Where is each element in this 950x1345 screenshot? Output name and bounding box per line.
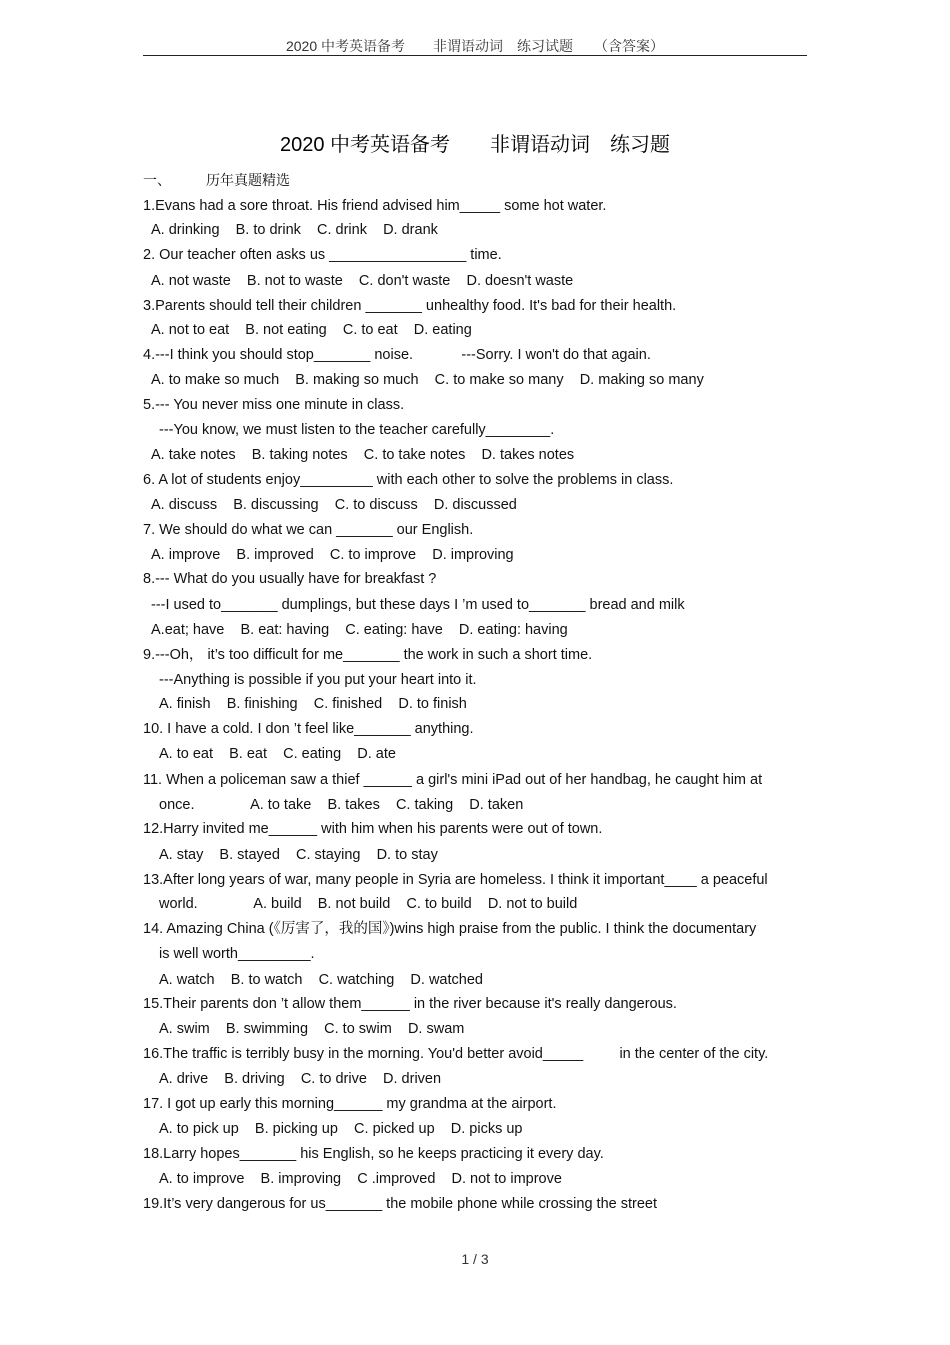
question-7: 7. We should do what we can _______ our English. <box>143 522 474 538</box>
question-2: 2. Our teacher often asks us _________________ time. <box>143 247 502 263</box>
question-1: 1.Evans had a sore throat. His friend advised him_____ some hot water. <box>143 198 607 214</box>
question-9-reply: ---Anything is possible if you put your heart into it. <box>159 672 477 688</box>
header-rule <box>143 55 807 56</box>
question-18: 18.Larry hopes_______ his English, so he keeps practicing it every day. <box>143 1146 604 1162</box>
question-10: 10. I have a cold. I don ’t feel like_______ anything. <box>143 721 474 737</box>
question-10-options: A. to eat B. eat C. eating D. ate <box>159 746 396 762</box>
question-18-options: A. to improve B. improving C .improved D. not to improve <box>159 1171 562 1187</box>
question-5: 5.--- You never miss one minute in class. <box>143 397 405 413</box>
question-5-options: A. take notes B. taking notes C. to take notes D. takes notes <box>151 447 575 463</box>
section-heading: 一、 历年真题精选 <box>143 172 290 188</box>
question-3-options: A. not to eat B. not eating C. to eat D. eating <box>151 322 472 338</box>
question-13-options: world. A. build B. not build C. to build D. not to build <box>159 896 578 912</box>
question-5-reply: ---You know, we must listen to the teacher carefully________. <box>159 422 555 438</box>
question-17: 17. I got up early this morning______ my grandma at the airport. <box>143 1096 557 1112</box>
question-8: 8.--- What do you usually have for breakfast ? <box>143 571 437 587</box>
question-2-options: A. not waste B. not to waste C. don't waste D. doesn't waste <box>151 273 574 289</box>
question-11-options: once. A. to take B. takes C. taking D. taken <box>159 797 524 813</box>
question-16-options: A. drive B. driving C. to drive D. driven <box>159 1071 442 1087</box>
question-6: 6. A lot of students enjoy_________ with each other to solve the problems in class. <box>143 472 674 488</box>
question-6-options: A. discuss B. discussing C. to discuss D. discussed <box>151 497 517 513</box>
question-14: 14. Amazing China (《厉害了，我的国》)wins high praise from the public. I think the documentary <box>143 921 757 937</box>
question-3: 3.Parents should tell their children _______ unhealthy food. It's bad for their health. <box>143 298 677 314</box>
question-8-reply: ---I used to_______ dumplings, but these days I ’m used to_______ bread and milk <box>151 597 685 613</box>
question-9-options: A. finish B. finishing C. finished D. to finish <box>159 696 467 712</box>
question-14-cont: is well worth_________. <box>159 946 315 962</box>
question-15-options: A. swim B. swimming C. to swim D. swam <box>159 1021 465 1037</box>
page-number: 1 / 3 <box>461 1251 489 1267</box>
question-14-options: A. watch B. to watch C. watching D. watched <box>159 972 483 988</box>
question-12-options: A. stay B. stayed C. staying D. to stay <box>159 847 438 863</box>
question-13: 13.After long years of war, many people in Syria are homeless. I think it important____ a peaceful <box>143 872 768 888</box>
question-19: 19.It’s very dangerous for us_______ the mobile phone while crossing the street <box>143 1196 657 1212</box>
question-7-options: A. improve B. improved C. to improve D. improving <box>151 547 514 563</box>
question-15: 15.Their parents don ’t allow them______ in the river because it's really dangerous. <box>143 996 677 1012</box>
question-12: 12.Harry invited me______ with him when his parents were out of town. <box>143 821 603 837</box>
question-16: 16.The traffic is terribly busy in the morning. You'd better avoid_____ in the center of the city. <box>143 1046 769 1062</box>
question-4: 4.---I think you should stop_______ noise. ---Sorry. I won't do that again. <box>143 347 651 363</box>
question-4-options: A. to make so much B. making so much C. to make so many D. making so many <box>151 372 704 388</box>
question-11: 11. When a policeman saw a thief ______ a girl's mini iPad out of her handbag, he caught him at <box>143 772 763 788</box>
running-header: 2020 中考英语备考 非谓语动词 练习试题 （含答案） <box>285 38 665 54</box>
question-9: 9.---Oh， it’s too difficult for me_______ the work in such a short time. <box>143 647 593 663</box>
question-17-options: A. to pick up B. picking up C. picked up D. picks up <box>159 1121 523 1137</box>
document-title: 2020 中考英语备考 非谓语动词 练习题 <box>279 134 671 156</box>
question-1-options: A. drinking B. to drink C. drink D. drank <box>151 222 438 238</box>
question-8-options: A.eat; have B. eat: having C. eating: have D. eating: having <box>151 622 568 638</box>
